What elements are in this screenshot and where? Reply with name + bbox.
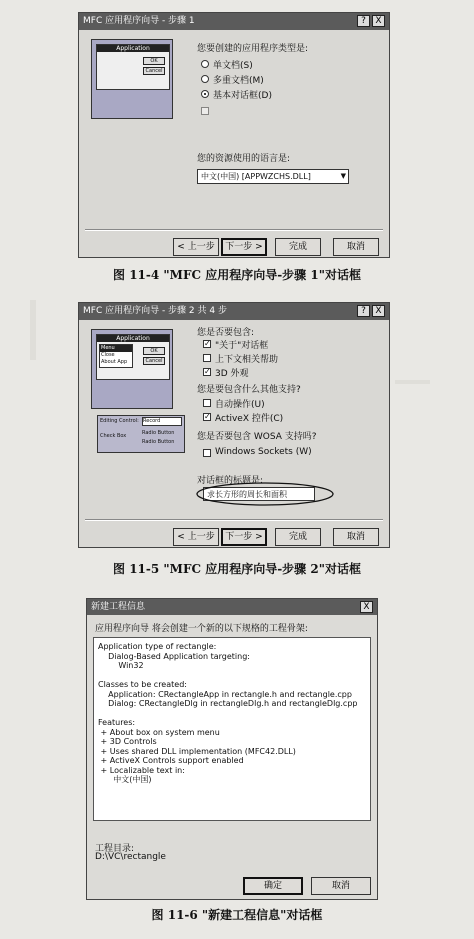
figure-caption-11-6: 图 11-6 "新建工程信息"对话框 [151, 908, 323, 922]
chevron-down-icon: ▼ [340, 172, 346, 180]
project-dir-value: D:\VC\rectangle [95, 852, 166, 862]
checkbox-automation[interactable] [203, 399, 211, 407]
project-summary-box[interactable] [93, 637, 371, 821]
cancel-button[interactable]: 取消 [311, 877, 371, 895]
checkbox-label-about-dialog: "关于"对话框 [215, 341, 269, 351]
back-button[interactable]: < 上一步 [173, 238, 219, 256]
preview-control-label: Check Box [100, 433, 127, 439]
preview-edit-box: Record [142, 417, 182, 426]
dialog-title-prompt: 对话框的标题是: [197, 476, 264, 486]
dialog-title: MFC 应用程序向导 - 步骤 2 共 4 步 [83, 306, 227, 316]
wizard-preview [91, 39, 173, 119]
radio-label-single-document: 单文档(S) [213, 61, 253, 71]
language-select[interactable] [197, 169, 349, 184]
preview-title: Application [97, 335, 169, 342]
scan-artifact [395, 380, 430, 384]
radio-single-document[interactable] [201, 60, 209, 68]
close-button[interactable]: X [372, 15, 385, 27]
app-type-prompt: 您要创建的应用程序类型是: [197, 44, 309, 54]
checkbox-label-automation: 自动操作(U) [215, 400, 265, 410]
figure-caption-11-5: 图 11-5 "MFC 应用程序向导-步骤 2"对话框 [113, 562, 361, 576]
radio-label-dialog-based: 基本对话框(D) [213, 91, 272, 101]
preview-control-label: Radio Button [142, 439, 175, 445]
wizard-preview [91, 329, 173, 409]
checkbox-context-help[interactable] [203, 354, 211, 362]
intro-text: 应用程序向导 将会创建一个新的以下规格的工程骨架: [95, 624, 308, 634]
cancel-button[interactable]: 取消 [333, 528, 379, 546]
ok-button[interactable]: 确定 [243, 877, 303, 895]
preview-ok-button: OK [143, 57, 165, 65]
wosa-prompt: 您是否要包含 WOSA 支持吗? [197, 432, 317, 442]
preview-control-label: Radio Button [142, 430, 175, 436]
mfc-wizard-step2-dialog [78, 302, 390, 548]
dialog-title-input-value: 求长方形的周长和面积 [207, 490, 287, 499]
radio-dialog-based[interactable] [201, 90, 209, 98]
title-bar [87, 599, 377, 615]
finish-button[interactable]: 完成 [275, 238, 321, 256]
preview-window [96, 334, 170, 380]
checkbox-about-dialog[interactable]: ✓ [204, 339, 211, 348]
title-bar [79, 13, 389, 30]
checkbox-windows-sockets[interactable] [203, 449, 211, 457]
preview-cancel-button: Cancel [143, 357, 165, 365]
help-button[interactable]: ? [357, 305, 370, 317]
preview-menu [99, 344, 133, 368]
other-support-prompt: 您是要包含什么其他支持? [197, 385, 301, 395]
close-button[interactable]: X [372, 305, 385, 317]
language-select-value: 中文(中国) [APPWZCHS.DLL] [201, 172, 311, 181]
preview-title: Application [97, 45, 169, 52]
next-button[interactable]: 下一步 > [221, 238, 267, 256]
preview-controls [97, 415, 185, 453]
project-summary-text: Application type of rectangle: Dialog-Based Application targeting: Win32 Classes to be created: Application: CRectangleApp in rectangle.h and rectangle.cpp Dialog: CRectangleDlg in rectangleDlg.h and rectangleDlg.cpp Features: + About box on system menu + 3D Controls + Uses shared DLL implementation (MFC42.DLL) + ActiveX Controls support enabled + Localizable text in: 中文(中国) [98, 642, 358, 784]
radio-label-multiple-document: 多重文档(M) [213, 76, 264, 86]
handwritten-ellipse-mark [195, 481, 335, 507]
finish-button[interactable]: 完成 [275, 528, 321, 546]
disabled-checkbox[interactable] [201, 107, 209, 115]
checkbox-label-context-help: 上下文相关帮助 [215, 355, 279, 365]
button-separator [85, 519, 383, 521]
include-prompt: 您是否要包含: [197, 328, 255, 338]
figure-caption-11-4: 图 11-4 "MFC 应用程序向导-步骤 1"对话框 [113, 268, 361, 282]
back-button[interactable]: < 上一步 [173, 528, 219, 546]
dialog-title: 新建工程信息 [91, 602, 146, 612]
checkbox-label-windows-sockets: Windows Sockets (W) [215, 447, 312, 457]
preview-window [96, 44, 170, 90]
checkbox-3d-controls[interactable]: ✓ [204, 367, 211, 376]
preview-cancel-button: Cancel [143, 67, 165, 75]
checkbox-label-activex: ActiveX 控件(C) [215, 414, 284, 424]
help-button[interactable]: ? [357, 15, 370, 27]
title-bar [79, 303, 389, 320]
dialog-title: MFC 应用程序向导 - 步骤 1 [83, 16, 195, 26]
preview-menu-item: Menu [100, 345, 132, 352]
preview-ok-button: OK [143, 347, 165, 355]
scan-artifact [30, 300, 36, 360]
project-dir-label: 工程目录: [95, 844, 135, 854]
cancel-button[interactable]: 取消 [333, 238, 379, 256]
preview-menu-item: Close [101, 352, 115, 358]
mfc-wizard-step1-dialog [78, 12, 390, 258]
button-separator [85, 229, 383, 231]
new-project-info-dialog [86, 598, 378, 900]
next-button[interactable]: 下一步 > [221, 528, 267, 546]
radio-multiple-document[interactable] [201, 75, 209, 83]
preview-control-label: Editing Control: [100, 418, 139, 424]
close-button[interactable]: X [360, 601, 373, 613]
checkbox-label-3d-controls: 3D 外观 [215, 369, 249, 379]
language-prompt: 您的资源使用的语言是: [197, 154, 291, 164]
preview-menu-item: About App [101, 359, 128, 365]
checkbox-activex[interactable]: ✓ [204, 412, 211, 421]
